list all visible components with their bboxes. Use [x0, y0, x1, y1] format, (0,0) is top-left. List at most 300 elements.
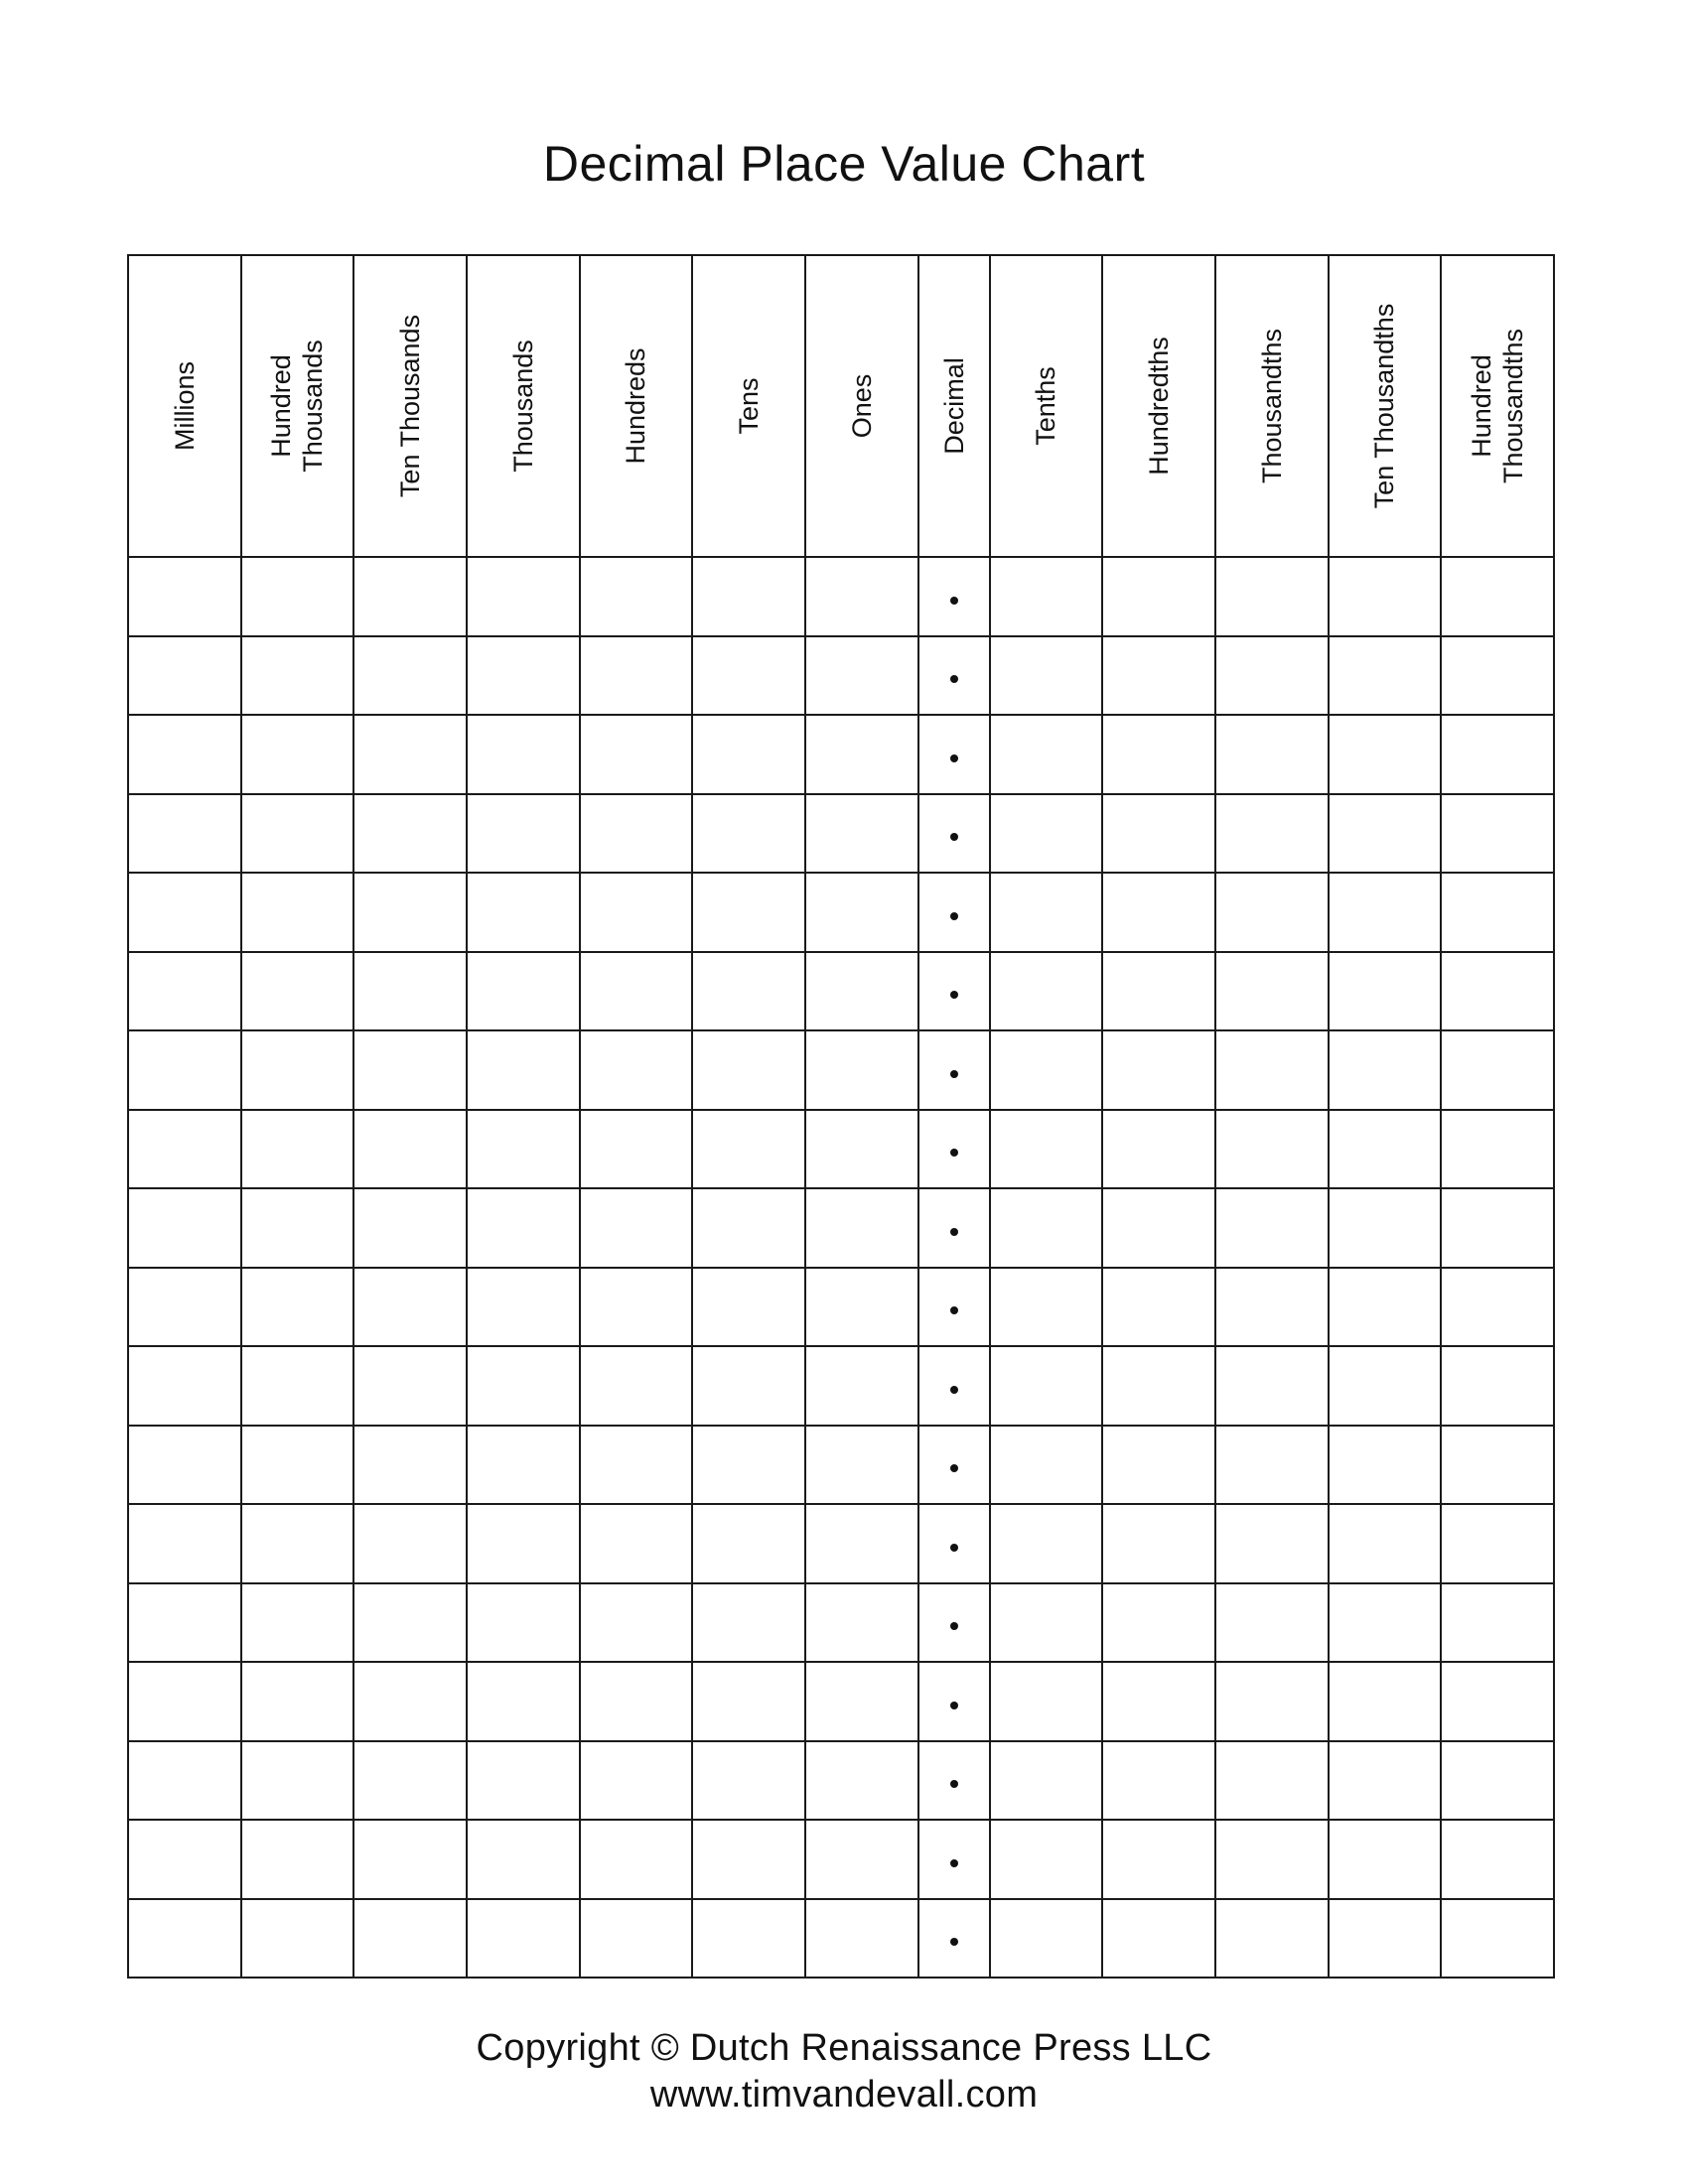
column-header-label: Decimal [938, 357, 969, 455]
digit-cell[interactable] [241, 1504, 354, 1583]
digit-cell[interactable] [990, 1504, 1103, 1583]
decimal-point-icon [950, 1938, 958, 1946]
digit-cell[interactable] [990, 952, 1103, 1031]
digit-cell[interactable] [990, 1188, 1103, 1268]
column-header-label: Ten Thousandths [1369, 303, 1400, 509]
digit-cell[interactable] [353, 715, 467, 794]
digit-cell[interactable] [1102, 1583, 1215, 1663]
digit-cell[interactable] [692, 1188, 805, 1268]
digit-cell[interactable] [990, 1030, 1103, 1110]
digit-cell[interactable] [241, 1820, 354, 1899]
digit-cell[interactable] [805, 1899, 918, 1979]
digit-cell[interactable] [467, 1741, 580, 1821]
digit-cell[interactable] [467, 1820, 580, 1899]
digit-cell[interactable] [1102, 1820, 1215, 1899]
digit-cell[interactable] [241, 1268, 354, 1347]
digit-cell[interactable] [805, 557, 918, 636]
decimal-point-cell [918, 1662, 990, 1741]
digit-cell[interactable] [128, 1110, 241, 1189]
digit-cell[interactable] [1215, 1662, 1329, 1741]
table-row [128, 1188, 1554, 1268]
digit-cell[interactable] [1329, 1346, 1442, 1426]
digit-cell[interactable] [805, 1110, 918, 1189]
digit-cell[interactable] [1329, 794, 1442, 874]
digit-cell[interactable] [128, 1268, 241, 1347]
digit-cell[interactable] [128, 1820, 241, 1899]
digit-cell[interactable] [1329, 557, 1442, 636]
table-row [128, 794, 1554, 874]
digit-cell[interactable] [128, 1426, 241, 1505]
footer [0, 2025, 1688, 2118]
digit-cell[interactable] [128, 1662, 241, 1741]
column-header-label: Ones [846, 373, 877, 439]
column-header-label: Hundreds [621, 347, 651, 465]
digit-cell[interactable] [1102, 1268, 1215, 1347]
decimal-point-cell [918, 1030, 990, 1110]
digit-cell[interactable] [1215, 557, 1329, 636]
digit-cell[interactable] [1102, 1188, 1215, 1268]
digit-cell[interactable] [1215, 1110, 1329, 1189]
digit-cell[interactable] [805, 1504, 918, 1583]
digit-cell[interactable] [1215, 873, 1329, 952]
digit-cell[interactable] [1441, 794, 1554, 874]
digit-cell[interactable] [1102, 1426, 1215, 1505]
digit-cell[interactable] [1102, 557, 1215, 636]
digit-cell[interactable] [805, 1030, 918, 1110]
digit-cell[interactable] [990, 1583, 1103, 1663]
decimal-point-cell [918, 557, 990, 636]
digit-cell[interactable] [467, 1426, 580, 1505]
digit-cell[interactable] [1102, 1346, 1215, 1426]
digit-cell[interactable] [128, 1741, 241, 1821]
digit-cell[interactable] [692, 1030, 805, 1110]
digit-cell[interactable] [1215, 1268, 1329, 1347]
digit-cell[interactable] [1441, 715, 1554, 794]
digit-cell[interactable] [1215, 1899, 1329, 1979]
decimal-point-icon [950, 1149, 958, 1157]
table-row [128, 1346, 1554, 1426]
table-row [128, 1110, 1554, 1189]
digit-cell[interactable] [580, 1268, 693, 1347]
digit-cell[interactable] [128, 794, 241, 874]
digit-cell[interactable] [1329, 1583, 1442, 1663]
copyright-text: Copyright © Dutch Renaissance Press LLC [476, 2027, 1212, 2069]
digit-cell[interactable] [1441, 1583, 1554, 1663]
decimal-point-icon [950, 833, 958, 841]
digit-cell[interactable] [990, 636, 1103, 716]
digit-cell[interactable] [1329, 1268, 1442, 1347]
digit-cell[interactable] [353, 1504, 467, 1583]
digit-cell[interactable] [805, 1188, 918, 1268]
digit-cell[interactable] [241, 1899, 354, 1979]
digit-cell[interactable] [990, 1268, 1103, 1347]
digit-cell[interactable] [580, 1110, 693, 1189]
digit-cell[interactable] [1441, 1188, 1554, 1268]
digit-cell[interactable] [128, 636, 241, 716]
digit-cell[interactable] [353, 1188, 467, 1268]
digit-cell[interactable] [692, 952, 805, 1031]
website-link[interactable]: www.timvandevall.com [649, 2074, 1039, 2116]
digit-cell[interactable] [990, 1110, 1103, 1189]
digit-cell[interactable] [692, 1504, 805, 1583]
decimal-point-cell [918, 1110, 990, 1189]
digit-cell[interactable] [692, 1741, 805, 1821]
digit-cell[interactable] [1102, 794, 1215, 874]
digit-cell[interactable] [241, 1662, 354, 1741]
digit-cell[interactable] [353, 1268, 467, 1347]
digit-cell[interactable] [467, 715, 580, 794]
decimal-point-icon [950, 991, 958, 999]
decimal-point-icon [950, 1228, 958, 1236]
digit-cell[interactable] [692, 1110, 805, 1189]
digit-cell[interactable] [580, 1899, 693, 1979]
digit-cell[interactable] [990, 557, 1103, 636]
decimal-point-cell [918, 1188, 990, 1268]
digit-cell[interactable] [692, 1899, 805, 1979]
digit-cell[interactable] [467, 1188, 580, 1268]
column-header [1102, 255, 1215, 557]
table-row [128, 1662, 1554, 1741]
decimal-point-cell [918, 636, 990, 716]
digit-cell[interactable] [692, 715, 805, 794]
digit-cell[interactable] [1215, 1188, 1329, 1268]
digit-cell[interactable] [1102, 1662, 1215, 1741]
digit-cell[interactable] [1215, 636, 1329, 716]
column-header [918, 255, 990, 557]
digit-cell[interactable] [241, 1188, 354, 1268]
digit-cell[interactable] [805, 873, 918, 952]
table-row [128, 715, 1554, 794]
digit-cell[interactable] [1215, 1820, 1329, 1899]
decimal-point-icon [950, 754, 958, 762]
table-row [128, 1268, 1554, 1347]
digit-cell[interactable] [1102, 1030, 1215, 1110]
digit-cell[interactable] [1329, 1426, 1442, 1505]
decimal-point-icon [950, 912, 958, 920]
digit-cell[interactable] [128, 1583, 241, 1663]
digit-cell[interactable] [353, 1030, 467, 1110]
digit-cell[interactable] [1441, 1346, 1554, 1426]
digit-cell[interactable] [1102, 1504, 1215, 1583]
digit-cell[interactable] [128, 952, 241, 1031]
digit-cell[interactable] [805, 1662, 918, 1741]
table-row [128, 1583, 1554, 1663]
table-row [128, 1820, 1554, 1899]
decimal-point-cell [918, 1820, 990, 1899]
digit-cell[interactable] [580, 1346, 693, 1426]
digit-cell[interactable] [580, 873, 693, 952]
digit-cell[interactable] [241, 636, 354, 716]
digit-cell[interactable] [990, 1741, 1103, 1821]
decimal-point-cell [918, 1899, 990, 1979]
digit-cell[interactable] [353, 1820, 467, 1899]
digit-cell[interactable] [128, 1346, 241, 1426]
digit-cell[interactable] [990, 1426, 1103, 1505]
header-row [128, 255, 1554, 557]
digit-cell[interactable] [1441, 873, 1554, 952]
digit-cell[interactable] [1329, 1899, 1442, 1979]
digit-cell[interactable] [1329, 715, 1442, 794]
digit-cell[interactable] [692, 794, 805, 874]
digit-cell[interactable] [1102, 636, 1215, 716]
digit-cell[interactable] [353, 952, 467, 1031]
digit-cell[interactable] [1329, 873, 1442, 952]
digit-cell[interactable] [692, 1662, 805, 1741]
digit-cell[interactable] [1215, 1504, 1329, 1583]
digit-cell[interactable] [692, 557, 805, 636]
decimal-point-icon [950, 1859, 958, 1867]
digit-cell[interactable] [1102, 1110, 1215, 1189]
digit-cell[interactable] [1441, 1820, 1554, 1899]
digit-cell[interactable] [1441, 1426, 1554, 1505]
digit-cell[interactable] [353, 1110, 467, 1189]
digit-cell[interactable] [353, 636, 467, 716]
digit-cell[interactable] [580, 952, 693, 1031]
decimal-point-icon [950, 1306, 958, 1314]
digit-cell[interactable] [467, 557, 580, 636]
digit-cell[interactable] [1441, 1268, 1554, 1347]
digit-cell[interactable] [1441, 557, 1554, 636]
column-header [353, 255, 467, 557]
decimal-point-cell [918, 1346, 990, 1426]
digit-cell[interactable] [692, 1820, 805, 1899]
digit-cell[interactable] [353, 1741, 467, 1821]
digit-cell[interactable] [241, 1741, 354, 1821]
digit-cell[interactable] [990, 1346, 1103, 1426]
digit-cell[interactable] [1441, 1662, 1554, 1741]
digit-cell[interactable] [1329, 1504, 1442, 1583]
digit-cell[interactable] [692, 1346, 805, 1426]
digit-cell[interactable] [1441, 1030, 1554, 1110]
digit-cell[interactable] [805, 1741, 918, 1821]
digit-cell[interactable] [353, 1899, 467, 1979]
digit-cell[interactable] [805, 1820, 918, 1899]
digit-cell[interactable] [128, 1188, 241, 1268]
column-header-label: Tens [734, 377, 765, 435]
digit-cell[interactable] [580, 1504, 693, 1583]
digit-cell[interactable] [467, 1662, 580, 1741]
digit-cell[interactable] [580, 1426, 693, 1505]
table-row [128, 952, 1554, 1031]
digit-cell[interactable] [1215, 1426, 1329, 1505]
column-header [805, 255, 918, 557]
table-row [128, 557, 1554, 636]
digit-cell[interactable] [353, 1346, 467, 1426]
column-header [990, 255, 1103, 557]
digit-cell[interactable] [241, 873, 354, 952]
column-header-label: Thousands [507, 340, 538, 473]
digit-cell[interactable] [1329, 952, 1442, 1031]
decimal-point-cell [918, 1426, 990, 1505]
digit-cell[interactable] [1441, 1899, 1554, 1979]
digit-cell[interactable] [241, 794, 354, 874]
digit-cell[interactable] [353, 794, 467, 874]
table-row [128, 1899, 1554, 1979]
digit-cell[interactable] [1102, 715, 1215, 794]
decimal-point-cell [918, 1741, 990, 1821]
digit-cell[interactable] [1102, 952, 1215, 1031]
digit-cell[interactable] [467, 1268, 580, 1347]
digit-cell[interactable] [1215, 1346, 1329, 1426]
digit-cell[interactable] [241, 1110, 354, 1189]
column-header-label: Hundred Thousands [266, 340, 329, 473]
digit-cell[interactable] [467, 952, 580, 1031]
decimal-point-cell [918, 873, 990, 952]
digit-cell[interactable] [1441, 1741, 1554, 1821]
digit-cell[interactable] [1215, 794, 1329, 874]
digit-cell[interactable] [467, 1110, 580, 1189]
column-header-label: Millions [169, 360, 200, 452]
digit-cell[interactable] [241, 1346, 354, 1426]
digit-cell[interactable] [990, 1899, 1103, 1979]
decimal-point-icon [950, 1070, 958, 1078]
digit-cell[interactable] [990, 794, 1103, 874]
digit-cell[interactable] [1329, 1110, 1442, 1189]
page-title: Decimal Place Value Chart [542, 136, 1146, 192]
digit-cell[interactable] [1441, 636, 1554, 716]
digit-cell[interactable] [580, 1820, 693, 1899]
digit-cell[interactable] [692, 1268, 805, 1347]
digit-cell[interactable] [467, 636, 580, 716]
digit-cell[interactable] [1329, 1188, 1442, 1268]
digit-cell[interactable] [692, 1426, 805, 1505]
digit-cell[interactable] [580, 794, 693, 874]
decimal-point-icon [950, 597, 958, 605]
digit-cell[interactable] [580, 715, 693, 794]
decimal-point-cell [918, 715, 990, 794]
column-header-label: Hundredths [1144, 337, 1175, 476]
digit-cell[interactable] [241, 1583, 354, 1663]
decimal-point-cell [918, 952, 990, 1031]
digit-cell[interactable] [353, 557, 467, 636]
column-header-label: Tenths [1031, 366, 1061, 446]
column-header [467, 255, 580, 557]
digit-cell[interactable] [805, 794, 918, 874]
digit-cell[interactable] [990, 1662, 1103, 1741]
digit-cell[interactable] [353, 1583, 467, 1663]
digit-cell[interactable] [1329, 1741, 1442, 1821]
digit-cell[interactable] [805, 952, 918, 1031]
digit-cell[interactable] [1215, 715, 1329, 794]
digit-cell[interactable] [241, 557, 354, 636]
decimal-point-icon [950, 1622, 958, 1630]
digit-cell[interactable] [1102, 1899, 1215, 1979]
column-header [580, 255, 693, 557]
digit-cell[interactable] [805, 1268, 918, 1347]
digit-cell[interactable] [1102, 873, 1215, 952]
decimal-point-icon [950, 675, 958, 683]
digit-cell[interactable] [128, 715, 241, 794]
digit-cell[interactable] [580, 557, 693, 636]
digit-cell[interactable] [805, 636, 918, 716]
digit-cell[interactable] [990, 873, 1103, 952]
decimal-point-cell [918, 1583, 990, 1663]
digit-cell[interactable] [1441, 1110, 1554, 1189]
decimal-point-icon [950, 1464, 958, 1472]
digit-cell[interactable] [128, 557, 241, 636]
decimal-point-icon [950, 1386, 958, 1394]
digit-cell[interactable] [353, 873, 467, 952]
decimal-point-cell [918, 1504, 990, 1583]
decimal-point-icon [950, 1780, 958, 1788]
digit-cell[interactable] [1215, 1741, 1329, 1821]
digit-cell[interactable] [1329, 1030, 1442, 1110]
digit-cell[interactable] [990, 1820, 1103, 1899]
column-header-label: Thousandths [1256, 328, 1287, 484]
digit-cell[interactable] [580, 1188, 693, 1268]
digit-cell[interactable] [353, 1662, 467, 1741]
digit-cell[interactable] [128, 1899, 241, 1979]
digit-cell[interactable] [805, 715, 918, 794]
table-row [128, 1741, 1554, 1821]
digit-cell[interactable] [1441, 952, 1554, 1031]
digit-cell[interactable] [580, 1583, 693, 1663]
digit-cell[interactable] [805, 1583, 918, 1663]
digit-cell[interactable] [580, 1030, 693, 1110]
column-header-label: Ten Thousands [395, 314, 426, 498]
table-row [128, 873, 1554, 952]
digit-cell[interactable] [467, 1899, 580, 1979]
digit-cell[interactable] [692, 873, 805, 952]
digit-cell[interactable] [580, 1662, 693, 1741]
table-row [128, 1504, 1554, 1583]
digit-cell[interactable] [1215, 952, 1329, 1031]
place-value-table [127, 254, 1555, 1979]
digit-cell[interactable] [128, 1504, 241, 1583]
digit-cell[interactable] [692, 1583, 805, 1663]
digit-cell[interactable] [1329, 636, 1442, 716]
column-header [241, 255, 354, 557]
digit-cell[interactable] [241, 715, 354, 794]
digit-cell[interactable] [805, 1346, 918, 1426]
digit-cell[interactable] [1102, 1741, 1215, 1821]
digit-cell[interactable] [580, 1741, 693, 1821]
digit-cell[interactable] [1329, 1820, 1442, 1899]
table-row [128, 1426, 1554, 1505]
digit-cell[interactable] [1441, 1504, 1554, 1583]
digit-cell[interactable] [1215, 1030, 1329, 1110]
column-header [692, 255, 805, 557]
digit-cell[interactable] [467, 794, 580, 874]
digit-cell[interactable] [128, 873, 241, 952]
digit-cell[interactable] [467, 1583, 580, 1663]
digit-cell[interactable] [128, 1030, 241, 1110]
column-header-label: Hundred Thousandths [1467, 328, 1529, 484]
digit-cell[interactable] [241, 1030, 354, 1110]
table-row [128, 1030, 1554, 1110]
digit-cell[interactable] [990, 715, 1103, 794]
column-header [128, 255, 241, 557]
digit-cell[interactable] [241, 952, 354, 1031]
decimal-point-cell [918, 794, 990, 874]
table-row [128, 636, 1554, 716]
digit-cell[interactable] [353, 1426, 467, 1505]
digit-cell[interactable] [1215, 1583, 1329, 1663]
digit-cell[interactable] [1329, 1662, 1442, 1741]
decimal-point-icon [950, 1544, 958, 1552]
digit-cell[interactable] [241, 1426, 354, 1505]
digit-cell[interactable] [467, 873, 580, 952]
column-header [1215, 255, 1329, 557]
digit-cell[interactable] [467, 1346, 580, 1426]
decimal-point-icon [950, 1702, 958, 1709]
digit-cell[interactable] [467, 1504, 580, 1583]
digit-cell[interactable] [580, 636, 693, 716]
digit-cell[interactable] [692, 636, 805, 716]
digit-cell[interactable] [467, 1030, 580, 1110]
digit-cell[interactable] [805, 1426, 918, 1505]
column-header [1441, 255, 1554, 557]
